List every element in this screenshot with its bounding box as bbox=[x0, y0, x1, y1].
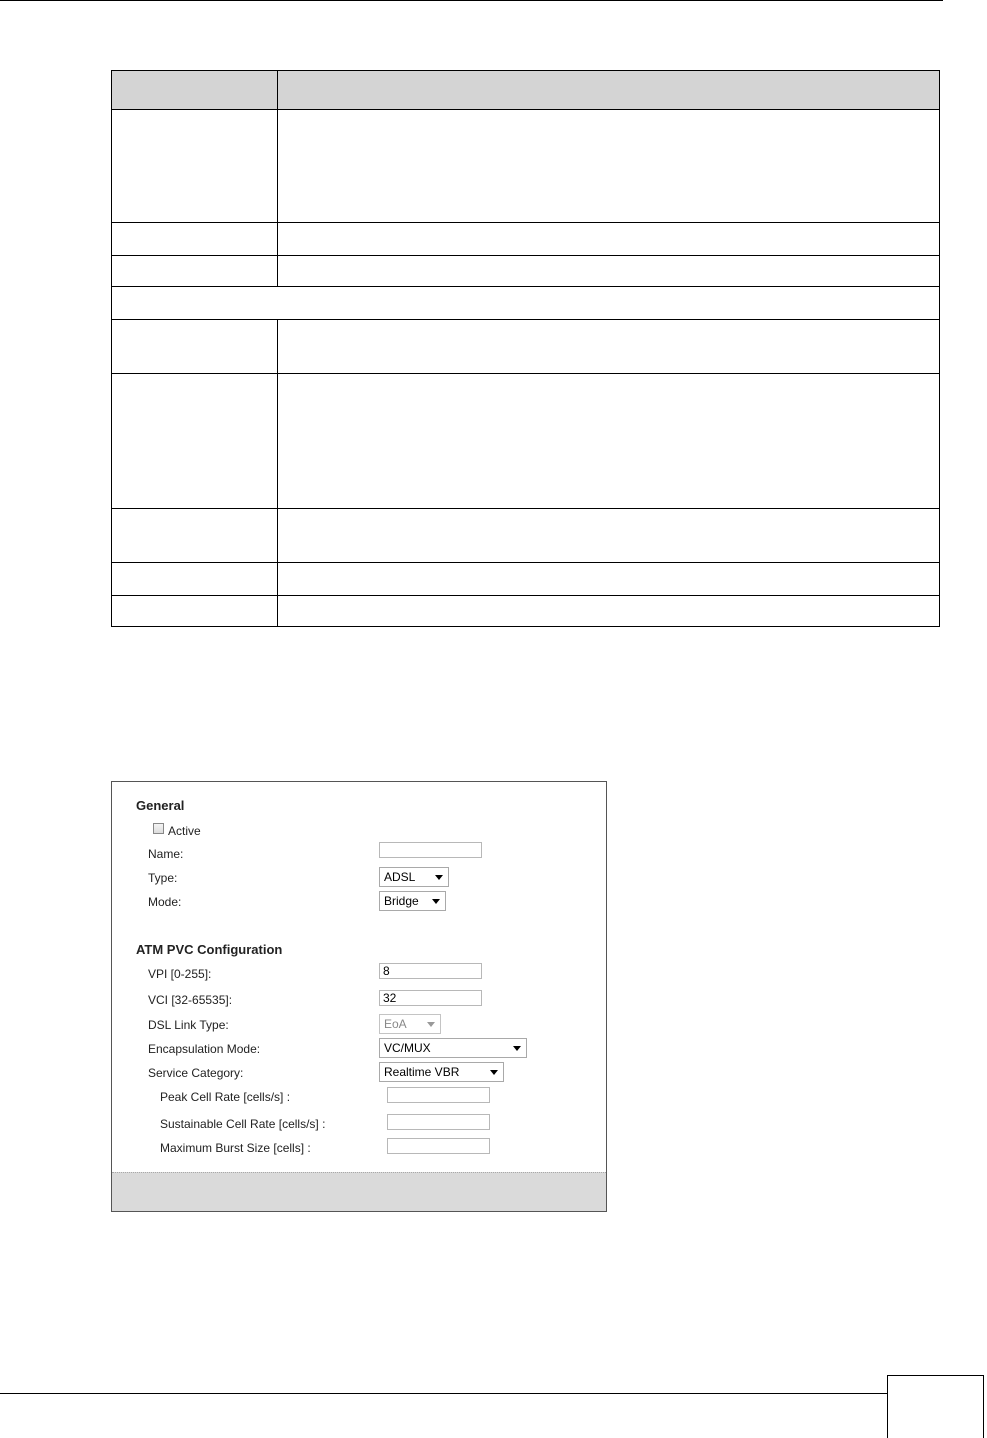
table-row bbox=[112, 223, 940, 256]
page-number-box bbox=[887, 1375, 984, 1438]
footer-rule bbox=[0, 1393, 887, 1394]
vpi-label: VPI [0-255]: bbox=[148, 967, 212, 981]
header-label-cell bbox=[112, 71, 278, 110]
table-cell-description bbox=[278, 509, 940, 563]
encapsulation-mode-value: VC/MUX bbox=[384, 1041, 431, 1055]
active-label: Active bbox=[168, 824, 201, 838]
peak-cell-rate-input[interactable] bbox=[387, 1087, 490, 1103]
chevron-down-icon bbox=[427, 1022, 435, 1027]
chevron-down-icon bbox=[490, 1070, 498, 1075]
atm-section-title: ATM PVC Configuration bbox=[136, 942, 283, 957]
table-cell-label bbox=[112, 374, 278, 509]
service-category-label: Service Category: bbox=[148, 1066, 244, 1080]
table-cell-label bbox=[112, 563, 278, 596]
vci-input[interactable] bbox=[379, 990, 482, 1006]
dsl-link-type-select[interactable] bbox=[379, 1014, 441, 1034]
maximum-burst-size-label: Maximum Burst Size [cells] : bbox=[160, 1141, 311, 1155]
table-row bbox=[112, 256, 940, 287]
table-row bbox=[112, 110, 940, 223]
table-row bbox=[112, 563, 940, 596]
sustainable-cell-rate-label: Sustainable Cell Rate [cells/s] : bbox=[160, 1117, 326, 1131]
header-rule bbox=[0, 0, 943, 1]
table-cell-label bbox=[112, 256, 278, 287]
table-cell-description bbox=[278, 596, 940, 627]
service-category-value: Realtime VBR bbox=[384, 1065, 460, 1079]
header-description-cell bbox=[278, 71, 940, 110]
table-cell-description bbox=[278, 256, 940, 287]
table-cell-label bbox=[112, 509, 278, 563]
table-row bbox=[112, 596, 940, 627]
maximum-burst-size-input[interactable] bbox=[387, 1138, 490, 1154]
active-checkbox[interactable] bbox=[153, 823, 164, 834]
table-section-row bbox=[112, 287, 940, 320]
panel-footer-bar bbox=[112, 1172, 606, 1211]
type-select-value: ADSL bbox=[384, 870, 416, 884]
sustainable-cell-rate-input[interactable] bbox=[387, 1114, 490, 1130]
mode-select-value: Bridge bbox=[384, 894, 419, 908]
chevron-down-icon bbox=[513, 1046, 521, 1051]
dsl-link-type-value: EoA bbox=[384, 1017, 407, 1031]
chevron-down-icon bbox=[435, 875, 443, 880]
table-cell-description bbox=[278, 223, 940, 256]
description-table bbox=[111, 70, 940, 627]
table-cell-description bbox=[278, 563, 940, 596]
table-cell-label bbox=[112, 596, 278, 627]
table-cell-description bbox=[278, 374, 940, 509]
encapsulation-mode-select[interactable] bbox=[379, 1038, 527, 1058]
table-cell-label bbox=[112, 223, 278, 256]
name-label: Name: bbox=[148, 847, 184, 861]
mode-label: Mode: bbox=[148, 895, 182, 909]
table-cell-label bbox=[112, 320, 278, 374]
encapsulation-mode-label: Encapsulation Mode: bbox=[148, 1042, 261, 1056]
vci-label: VCI [32-65535]: bbox=[148, 993, 233, 1007]
table-cell-description bbox=[278, 110, 940, 223]
table-row bbox=[112, 374, 940, 509]
mode-select[interactable] bbox=[379, 891, 446, 911]
table-row bbox=[112, 509, 940, 563]
table-cell-description bbox=[278, 320, 940, 374]
name-input[interactable] bbox=[379, 842, 482, 858]
type-label: Type: bbox=[148, 871, 178, 885]
chevron-down-icon bbox=[432, 899, 440, 904]
type-select[interactable] bbox=[379, 867, 449, 887]
general-section-title: General bbox=[136, 798, 185, 813]
dsl-link-type-label: DSL Link Type: bbox=[148, 1018, 229, 1032]
service-category-select[interactable] bbox=[379, 1062, 504, 1082]
table-cell-label bbox=[112, 110, 278, 223]
wan-config-panel bbox=[111, 781, 607, 1212]
table-row bbox=[112, 320, 940, 374]
table-header-row bbox=[112, 71, 940, 110]
vpi-input[interactable] bbox=[379, 963, 482, 979]
table-section-cell bbox=[112, 287, 940, 320]
peak-cell-rate-label: Peak Cell Rate [cells/s] : bbox=[160, 1090, 291, 1104]
